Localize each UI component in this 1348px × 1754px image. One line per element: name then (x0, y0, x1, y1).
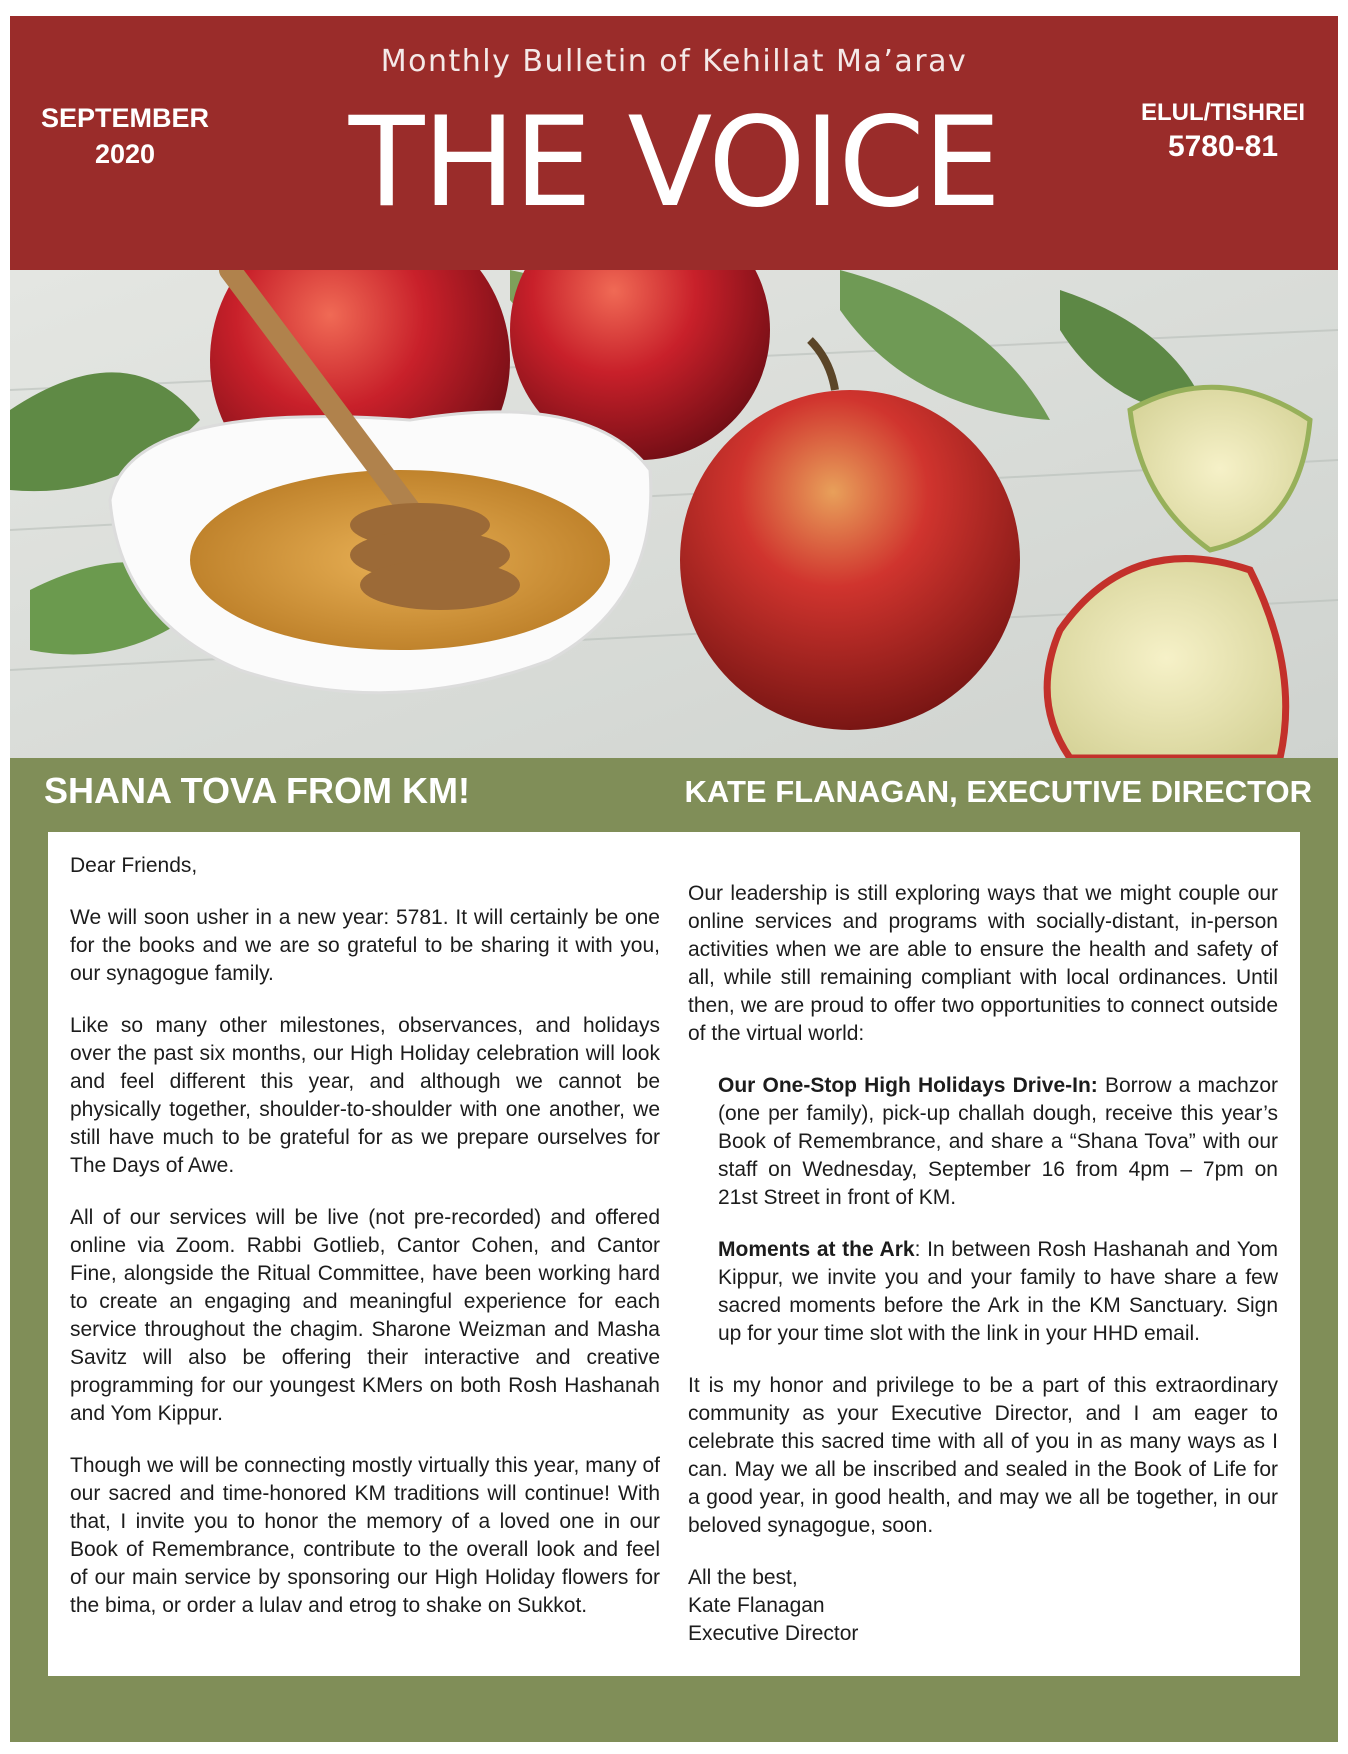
issue-month: SEPTEMBER (40, 103, 210, 133)
drive-in-body: Borrow a machzor (one per family), pick-up challah dough, receive this year’s Book of Remembrance, and share a “Shana Tova” with our staff on Wednesday, September 16 from 4pm – 7pm on 21st Street in front of KM. (718, 1074, 1278, 1209)
issue-year: 2020 (94, 139, 156, 169)
ark-title: Moments at the Ark (718, 1238, 915, 1261)
article-title: SHANA TOVA FROM KM! (44, 770, 470, 811)
greeting: Dear Friends, (70, 854, 198, 877)
paragraph: Our leadership is still exploring ways that we might couple our online services and programs with socially-distant, in-person activities when we are able to ensure the health and safety of all, while still remaining compliant with local ordinances. Until then, we are proud to offer two opportunities to connect outside of the virtual world: (688, 882, 1278, 1045)
paragraph: We will soon usher in a new year: 5781. It will certainly be one for the books and we are so grateful to be sharing it with you, our synagogue family. (70, 906, 660, 985)
letter-column-right (688, 880, 1278, 1648)
signature-title: Executive Director (688, 1622, 859, 1645)
bulletin-subtitle: Monthly Bulletin of Kehillat Ma’arav (380, 44, 968, 79)
paragraph: Though we will be connecting mostly virtually this year, many of our sacred and time-honored KM traditions will continue! With that, I invite you to honor the memory of a loved one in our Book of Remembrance, contribute to the overall look and feel of our main service by sponsoring our High Holiday flowers for the bima, or order a lulav and etrog to shake on Sukkot. (70, 1454, 660, 1617)
article-headline (36, 770, 1312, 822)
letter-column-left (70, 852, 660, 1620)
ark-item (718, 1236, 1278, 1348)
paragraph: Like so many other milestones, observances, and holidays over the past six months, our High Holiday celebration will look and feel different this year, and although we cannot be physically together, shoulder-to-shoulder with one another, we still have much to be grateful for as we prepare ourselves for The Days of Awe. (70, 1014, 660, 1177)
hebrew-months: ELUL/TISHREI (1140, 99, 1305, 126)
signature-name: Kate Flanagan (688, 1594, 825, 1617)
closing: All the best, (688, 1566, 798, 1589)
paragraph: It is my honor and privilege to be a part of this extraordinary community as your Executive Director, and I am eager to celebrate this sacred time with all of you in as many ways as I can. May we all be inscribed and sealed in the Book of Life for a good year, in good health, and may we all be together, in our beloved synagogue, soon. (688, 1374, 1278, 1537)
signature-block (688, 1564, 1278, 1648)
drive-in-title: Our One-Stop High Holidays Drive-In: (718, 1074, 1098, 1097)
apples-and-honey-photo (10, 270, 1338, 758)
drive-in-item (718, 1072, 1278, 1212)
masthead (10, 16, 1338, 270)
article-author: KATE FLANAGAN, EXECUTIVE DIRECTOR (684, 774, 1312, 809)
ark-body: : In between Rosh Hashanah and Yom Kippur, we invite you and your family to have share a few sacred moments before the Ark in the KM Sanctuary. Sign up for your time slot with the link in your HHD email. (718, 1238, 1278, 1345)
hebrew-date (1128, 96, 1318, 164)
bulletin-title: THE VOICE (348, 91, 1000, 235)
paragraph: All of our services will be live (not pre-recorded) and offered online via Zoom. Rabbi Gotlieb, Cantor Cohen, and Cantor Fine, alongside the Ritual Committee, have been working hard to create an engaging and meaningful experience for each service throughout the chagim. Sharone Weizman and Masha Savitz will also be offering their interactive and creative programming for our youngest KMers on both Rosh Hashanah and Yom Kippur. (70, 1206, 660, 1425)
letter-body (48, 832, 1300, 1676)
hebrew-years: 5780-81 (1167, 130, 1279, 163)
